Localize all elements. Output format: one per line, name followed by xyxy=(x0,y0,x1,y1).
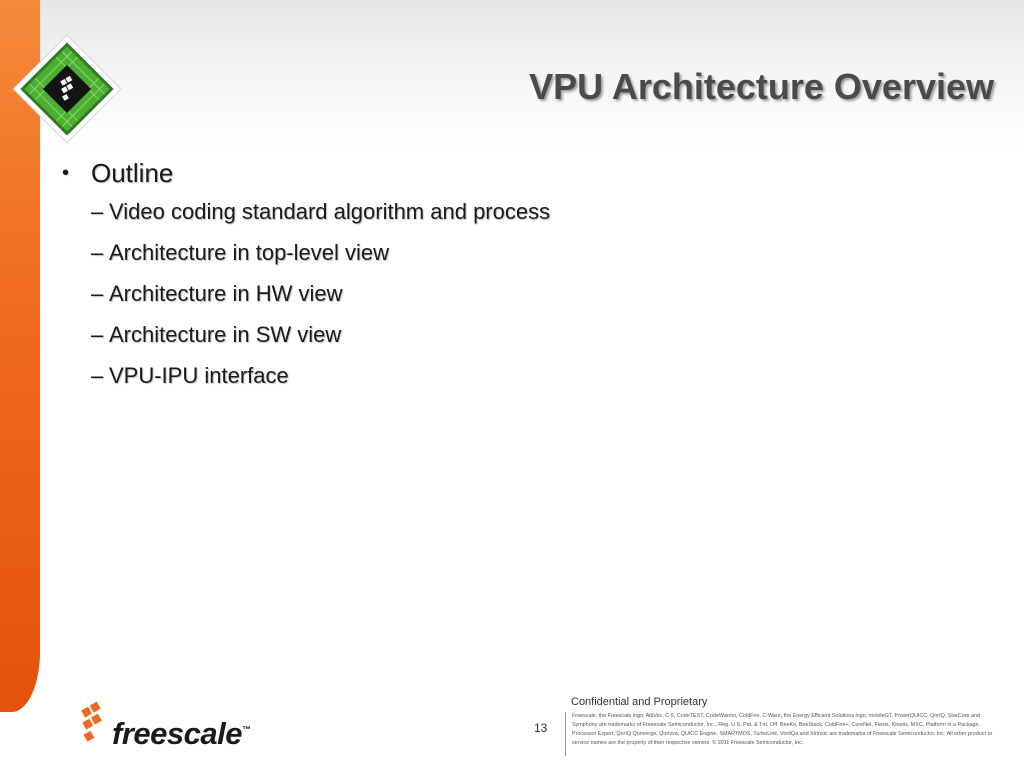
dash-symbol: – xyxy=(91,322,104,347)
dash-symbol: – xyxy=(91,240,104,265)
bullet-outline xyxy=(62,155,962,191)
sub-bullet-label: Video coding standard algorithm and process xyxy=(109,199,551,224)
trademark-symbol: ™ xyxy=(241,724,251,735)
confidential-label: Confidential and Proprietary xyxy=(571,696,708,708)
sub-bullet xyxy=(62,191,962,232)
sub-bullet-label: Architecture in HW view xyxy=(109,281,343,306)
bullet-label: Outline xyxy=(91,158,174,188)
legal-text: Freescale, the Freescale logo, AltiVec, C-5, CodeTEST, CodeWarrior, ColdFire, C-Ware, the Energy Efficient Solutions logo, mobileGT, PowerQUICC, QorIQ, StarCore and Symphony are trademarks of Freescale Semiconductor, Inc., Reg. U.S. Pat. & Tm. Off. BeeKit, BeeStack, ColdFire+, CoreNet, Flexis, Kinetis, MXC, Platform in a Package, Processor Expert, QorIQ Qonverge, Qorivva, QUICC Engine, SMARTMOS, TurboLink, VortiQa and Xtrinsic are trademarks of Freescale Semiconductor, Inc. All other product or service names are the property of their respective owners. © 2011 Freescale Semiconductor, Inc. xyxy=(572,713,993,746)
sub-bullet-label: VPU-IPU interface xyxy=(109,363,289,388)
footer-divider xyxy=(565,712,566,756)
sub-bullet xyxy=(62,314,962,355)
sub-bullet xyxy=(62,232,962,273)
page-number: 13 xyxy=(534,721,548,735)
freescale-logo xyxy=(68,700,258,752)
slide-title: VPU Architecture Overview xyxy=(529,66,994,107)
sub-bullet xyxy=(62,355,962,396)
brand-wordmark xyxy=(112,716,250,752)
sub-bullet-label: Architecture in SW view xyxy=(109,322,342,347)
bullet-dot: • xyxy=(62,162,70,184)
brand-name: freescale xyxy=(112,716,242,751)
dash-symbol: – xyxy=(91,363,104,388)
sub-bullet xyxy=(62,273,962,314)
sub-bullet-label: Architecture in top-level view xyxy=(109,240,390,265)
freescale-chip-logo-icon xyxy=(12,34,122,144)
freescale-wordmark-logo-icon xyxy=(68,700,112,752)
slide-content xyxy=(62,155,962,396)
dash-symbol: – xyxy=(91,281,104,306)
dash-symbol: – xyxy=(91,199,104,224)
